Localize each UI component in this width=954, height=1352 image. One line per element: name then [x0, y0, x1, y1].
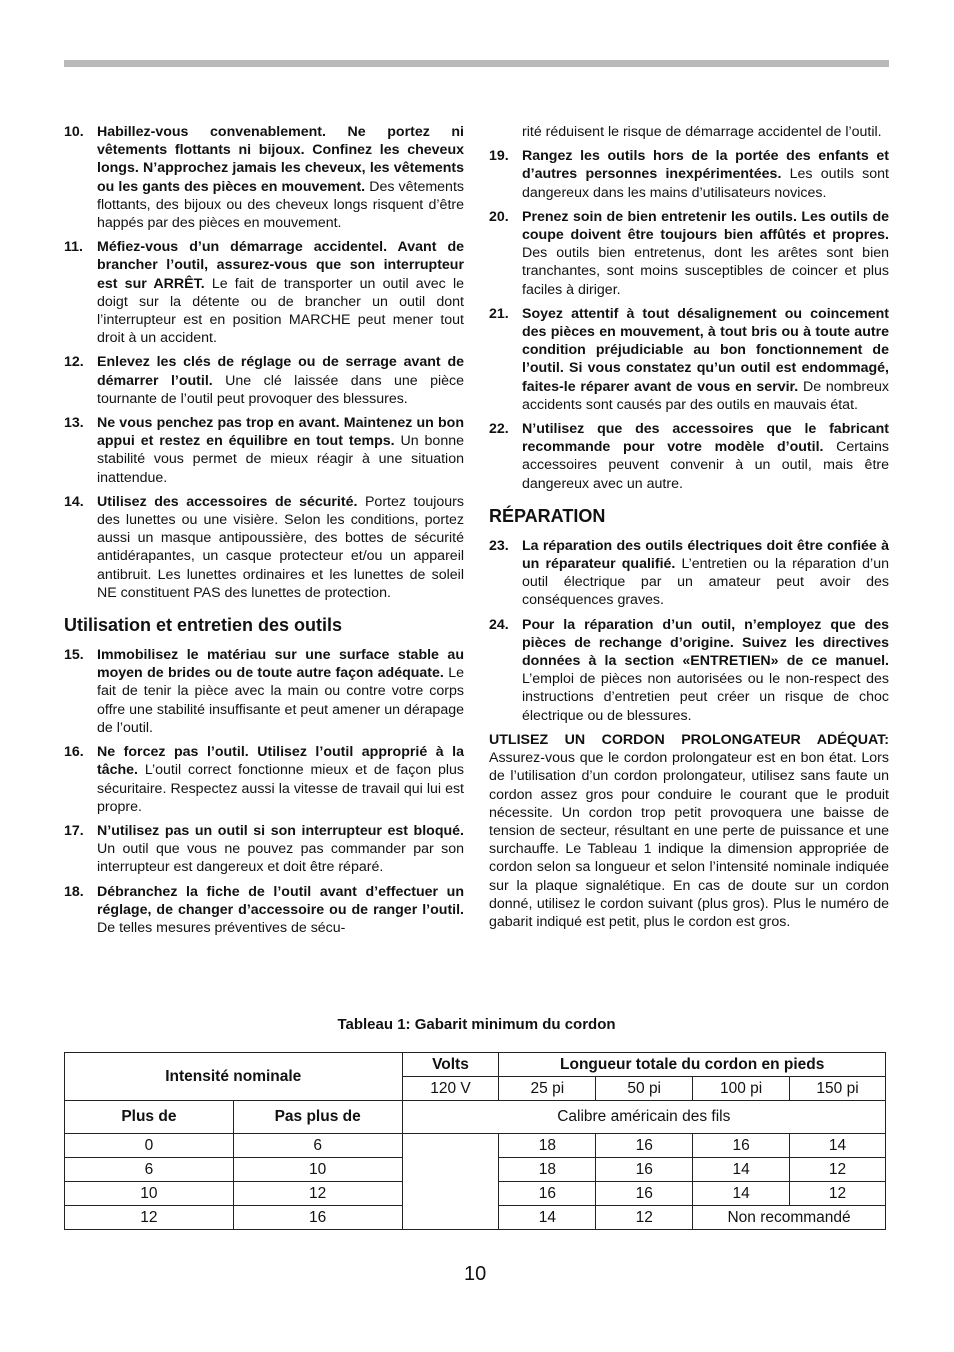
- cell-gauge: 14: [693, 1182, 790, 1206]
- item-number: 23.: [489, 537, 509, 554]
- cell-gauge: 14: [499, 1206, 596, 1230]
- cell-pas-plus-de: 10: [233, 1158, 402, 1182]
- item-number: 22.: [489, 421, 509, 438]
- cell-gauge: 12: [790, 1158, 886, 1182]
- cell-gauge: 16: [596, 1134, 693, 1158]
- cord-gauge-table: [64, 1052, 886, 1230]
- table-header-row: [65, 1053, 886, 1077]
- item-number: 18.: [64, 883, 84, 900]
- extension-cord-paragraph: [489, 731, 889, 931]
- right-column: [489, 123, 889, 931]
- item-lead: Ne forcez pas l’outil. Utilisez l’outil approprié à la tâche.: [97, 744, 464, 779]
- table-caption: Tableau 1: Gabarit minimum du cordon: [337, 1016, 616, 1033]
- volts-value: 120 V: [402, 1077, 499, 1101]
- left-column: [64, 123, 464, 943]
- list-item: [64, 493, 464, 602]
- cell-gauge: 16: [596, 1182, 693, 1206]
- item-number: 12.: [64, 354, 84, 371]
- header-volts: Volts: [402, 1053, 499, 1077]
- cell-plus-de: 10: [65, 1182, 234, 1206]
- extension-cord-body: Assurez-vous que le cordon prolongateur est en bon état. Lors de l’utilisation d’un cordon prolongateur, utilisez sans faute un cordon assez gros pour conduire le courant que le produit nécessite. Un cordon trop petit provoquera une baisse de tension de secteur, résultant en une perte de puissance et une surchauffe. Le Tableau 1 indique la dimension appropriée de cordon selon sa longueur et selon l’intensité nominale indiquée sur la plaque signalétique. En cas de doute sur un cordon donné, utilisez le cordon suivant (plus gros). Plus le numéro de gabarit indiqué est petit, plus le cordon est gros.: [489, 750, 889, 930]
- header-calibre: Calibre américain des fils: [402, 1101, 885, 1134]
- item-body: Certains accessoires peuvent convenir à un outil, mais être dangereux avec un autre.: [522, 439, 889, 492]
- cell-pas-plus-de: 12: [233, 1182, 402, 1206]
- cell-gauge: 16: [596, 1158, 693, 1182]
- item-number: 15.: [64, 647, 84, 664]
- item-body: Le fait de transporter un outil avec le doigt sur la détente ou de brancher un outil dont l’interrupteur est en position MARCHE peut mener tout droit à un accident.: [97, 275, 464, 347]
- header-pas-plus-de: Pas plus de: [233, 1101, 402, 1134]
- item-body: Le fait de tenir la pièce avec la main ou contre votre corps offre une stabilité insuffisante et peut amener un dérapage de l’outil.: [97, 665, 464, 736]
- cell-plus-de: 12: [65, 1206, 234, 1230]
- cell-gauge: 16: [499, 1182, 596, 1206]
- page-number: 10: [464, 1263, 487, 1285]
- item-lead: Pour la réparation d’un outil, n’employez que des pièces de rechange d’origine. Suivez les directives données à la section «ENTRETIEN» de ce manuel.: [522, 616, 889, 670]
- item-lead: N’utilisez pas un outil si son interrupteur est bloqué.: [97, 822, 464, 839]
- cell-gauge: 16: [693, 1134, 790, 1158]
- item-number: 11.: [64, 239, 83, 256]
- item-number: 24.: [489, 616, 509, 633]
- cell-pas-plus-de: 6: [233, 1134, 402, 1158]
- length-150: 150 pi: [790, 1077, 886, 1101]
- item-body: Les outils sont dangereux dans les mains d’utilisateurs novices.: [522, 166, 889, 201]
- item-body: L’entretien ou la réparation d’un outil électrique par un amateur peut avoir des conséquences graves.: [522, 556, 889, 609]
- item-lead: La réparation des outils électriques doit être confiée à un réparateur qualifié.: [522, 537, 889, 573]
- item-number: 21.: [489, 305, 509, 322]
- item-body: De telles mesures préventives de sécu-: [97, 919, 346, 936]
- item-lead: Prenez soin de bien entretenir les outils. Les outils de coupe doivent être toujours bien affûtés et propres.: [522, 208, 889, 244]
- header-intensite: Intensité nominale: [65, 1053, 403, 1101]
- item-lead: Enlevez les clés de réglage ou de serrage avant de démarrer l’outil.: [97, 354, 464, 389]
- item-body: L’emploi de pièces non autorisées ou le non-respect des instructions d’entretien peut créer un risque de choc électrique ou de blessures.: [522, 671, 889, 724]
- item-number: 17.: [64, 822, 84, 839]
- cell-pas-plus-de: 16: [233, 1206, 402, 1230]
- list-item: [489, 208, 889, 299]
- item-lead: Immobilisez le matériau sur une surface stable au moyen de brides ou de toute autre façon adéquate.: [97, 647, 464, 682]
- list-item: [64, 743, 464, 816]
- cell-not-recommended: Non recommandé: [693, 1206, 886, 1230]
- item-body: Un outil que vous ne pouvez pas commander par son interrupteur est dangereux et doit être réparé.: [97, 841, 464, 876]
- item-lead: Soyez attentif à tout désalignement ou coincement des pièces en mouvement, à tout bris ou à toute autre condition préjudiciable au bon fonctionnement de l’outil. Si vous constatez qu’un outil est endommagé, faites-le réparer avant de vous en servir.: [522, 305, 889, 395]
- cell-gauge: 18: [499, 1134, 596, 1158]
- cell-gauge: 14: [693, 1158, 790, 1182]
- cell-gauge: 12: [790, 1182, 886, 1206]
- item-lead: Utilisez des accessoires de sécurité.: [97, 493, 358, 510]
- item-lead: Débranchez la fiche de l’outil avant d’effectuer un réglage, de changer d’accessoire ou de ranger l’outil.: [97, 883, 464, 918]
- cell-plus-de: 0: [65, 1134, 234, 1158]
- cell-gauge: 12: [596, 1206, 693, 1230]
- length-50: 50 pi: [596, 1077, 693, 1101]
- item-number: 10.: [64, 124, 84, 140]
- item-number: 20.: [489, 208, 509, 225]
- list-item: [489, 616, 889, 725]
- list-item: [64, 238, 464, 347]
- table-header-row: [65, 1101, 886, 1134]
- list-item: [64, 414, 464, 487]
- table-row: [65, 1134, 886, 1158]
- header-longueur: Longueur totale du cordon en pieds: [499, 1053, 886, 1077]
- item-body: Des vêtements flottants, des bijoux ou des cheveux longs risquent d’être happés par des pièces en mouvement.: [97, 178, 464, 232]
- length-25: 25 pi: [499, 1077, 596, 1101]
- section-heading-utilisation: Utilisation et entretien des outils: [64, 615, 343, 636]
- item-body: De nombreux accidents sont causés par des outils en mauvais état.: [522, 378, 889, 413]
- cell-gauge: 18: [499, 1158, 596, 1182]
- item-body: Des outils bien entretenus, dont les arêtes sont bien tranchantes, sont moins susceptibles de coincer et plus faciles à diriger.: [522, 245, 889, 298]
- list-item: [64, 822, 464, 877]
- item-body: Portez toujours des lunettes ou une visière. Selon les conditions, portez aussi un masque antipoussière, des bottes de sécurité antidérapantes, un casque protecteur et/ou un appareil antibruit. Les lunettes ordinaires et les lunettes de soleil NE constituent PAS des lunettes de protection.: [97, 493, 464, 601]
- item-number: 13.: [64, 415, 84, 432]
- list-item: [64, 646, 464, 737]
- cell-gauge: 14: [790, 1134, 886, 1158]
- item-lead: Habillez-vous convenablement. Ne portez ni vêtements flottants ni bijoux. Confinez les cheveux longs. N’approchez jamais les cheveux, les vêtements ou les gants des pièces en mouvement.: [97, 124, 464, 195]
- list-item: [64, 353, 464, 408]
- item-lead: N’utilisez que des accessoires que le fabricant recommande pour votre modèle d’outil.: [522, 421, 889, 456]
- item-body: Un bonne stabilité vous permet de mieux réagir à une situation inattendue.: [97, 433, 464, 486]
- item-number: 14.: [64, 493, 84, 510]
- list-item: [489, 147, 889, 202]
- volts-empty-cell: [402, 1134, 499, 1230]
- list-item: [64, 123, 464, 232]
- section-heading-reparation: RÉPARATION: [489, 505, 606, 526]
- header-plus-de: Plus de: [65, 1101, 234, 1134]
- list-item: [64, 883, 464, 938]
- item-number: 19.: [489, 148, 509, 165]
- item-lead: Méfiez-vous d’un démarrage accidentel. Avant de brancher l’outil, assurez-vous que son interrupteur est sur ARRÊT.: [97, 239, 464, 292]
- header-rule: [64, 60, 889, 67]
- list-item: [489, 537, 889, 610]
- cell-plus-de: 6: [65, 1158, 234, 1182]
- item-lead: Rangez les outils hors de la portée des enfants et d’autres personnes inexpérimentées.: [522, 148, 889, 183]
- item-continuation: rité réduisent le risque de démarrage accidentel de l’outil.: [522, 124, 882, 140]
- item-number: 16.: [64, 744, 84, 761]
- list-item: [489, 420, 889, 493]
- length-100: 100 pi: [693, 1077, 790, 1101]
- extension-cord-heading: UTLISEZ UN CORDON PROLONGATEUR ADÉQUAT:: [489, 731, 889, 748]
- item-lead: Ne vous penchez pas trop en avant. Maintenez un bon appui et restez en équilibre en tout temps.: [97, 415, 464, 450]
- item-body: Une clé laissée dans une pièce tournante de l’outil peut provoquer des blessures.: [97, 372, 464, 407]
- item-body: L’outil correct fonctionne mieux et de façon plus sécuritaire. Respectez aussi la vitesse de travail qui lui est propre.: [97, 762, 464, 815]
- list-item: [489, 305, 889, 414]
